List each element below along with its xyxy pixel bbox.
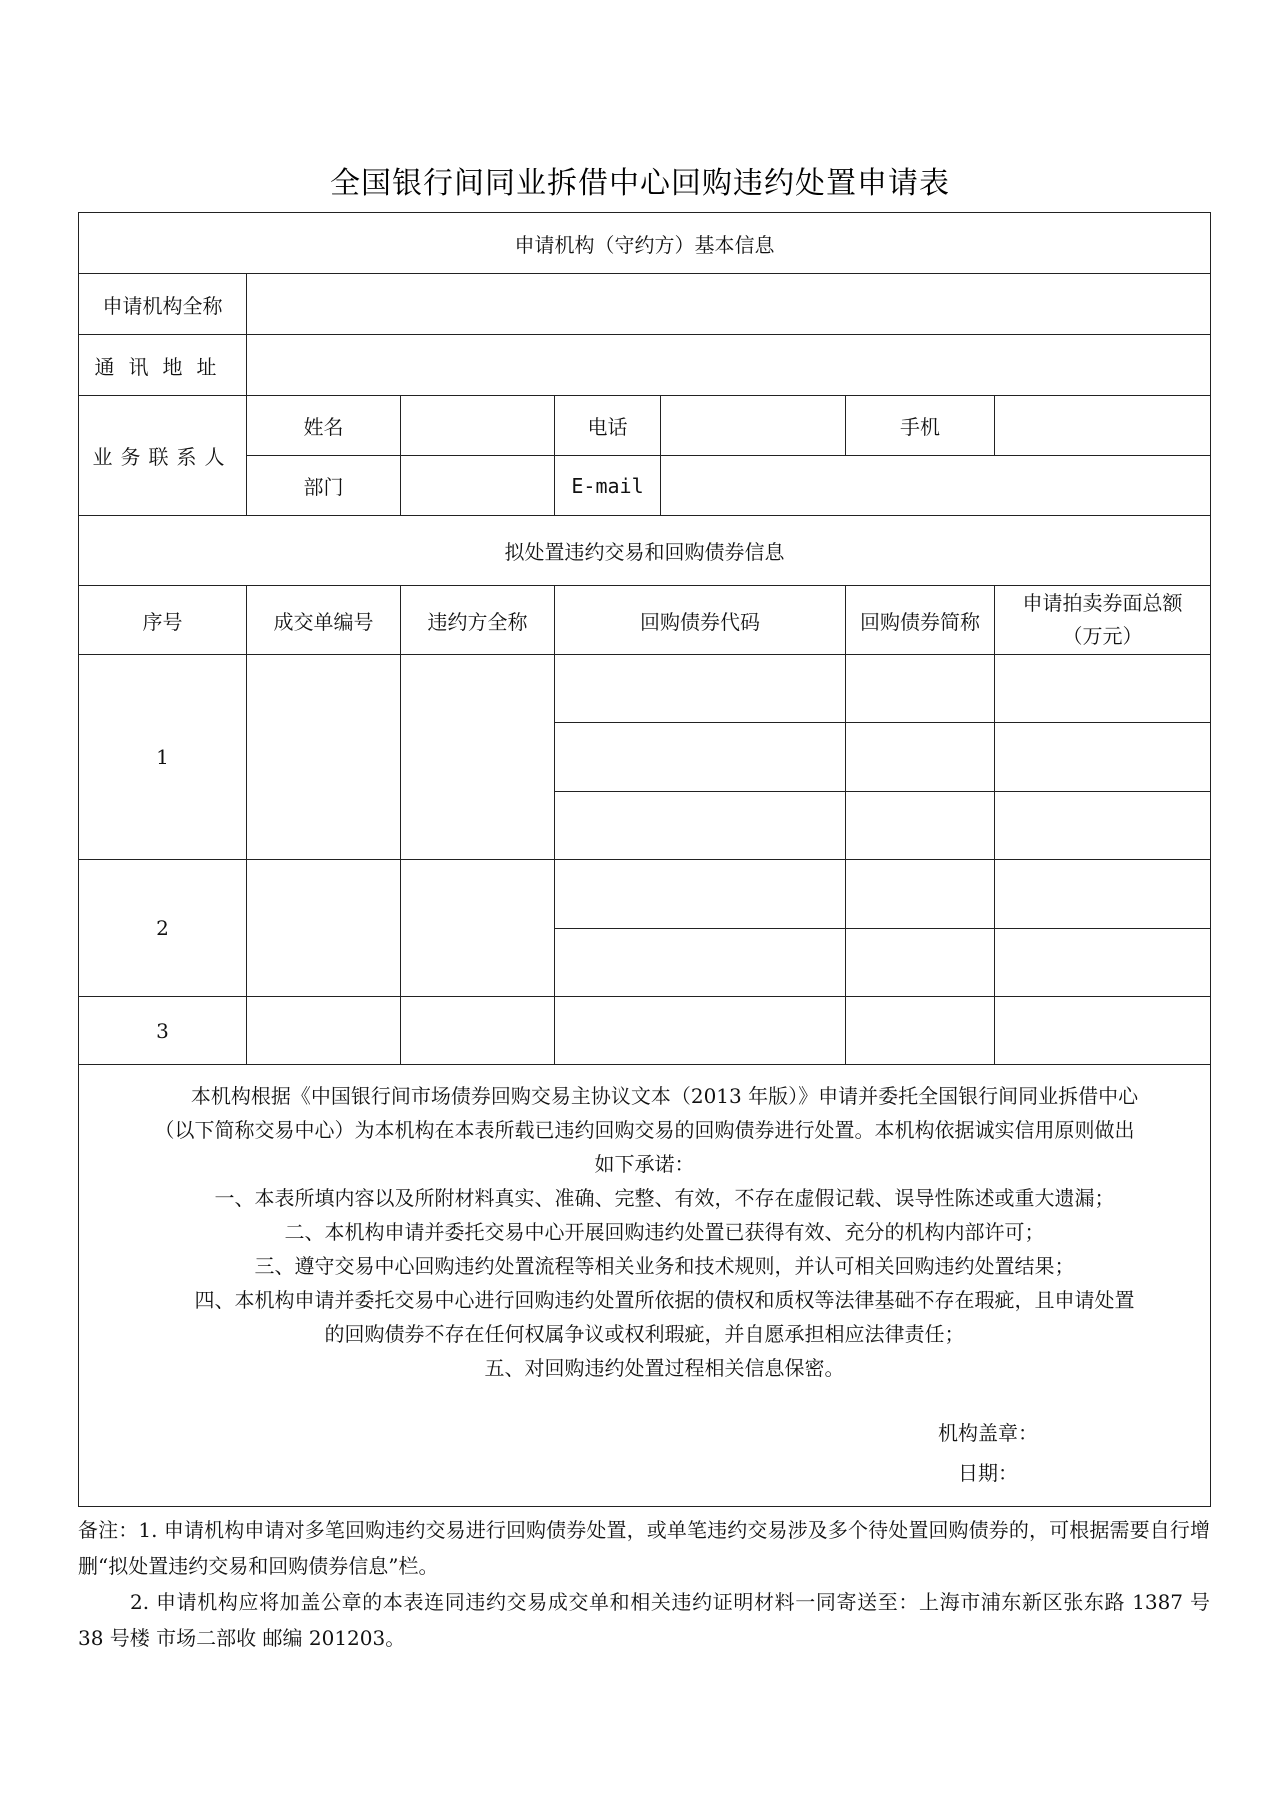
row1-bond-short-name-field[interactable] bbox=[846, 723, 995, 792]
pledge-intro-line-1: 本机构根据《中国银行间市场债券回购交易主协议文本（2013 年版）》申请并委托全国银行间同业拆借中心 bbox=[190, 1083, 1139, 1108]
department-field[interactable] bbox=[401, 456, 555, 516]
notes-section bbox=[78, 1512, 1210, 1656]
pledge-item-4-line-2: 的回购债券不存在任何权属争议或权利瑕疵，并自愿承担相应法律责任； bbox=[324, 1321, 965, 1346]
row1-bond-code-field[interactable] bbox=[555, 655, 846, 723]
row-seq-2: 2 bbox=[79, 860, 247, 997]
col-header-bond-short-name: 回购债券简称 bbox=[846, 586, 995, 655]
pledge-intro-line-2: （以下简称交易中心）为本机构在本表所载已违约回购交易的回购债券进行处置。本机构依据诚实信用原则做出 bbox=[154, 1117, 1135, 1142]
row1-bond-code-field[interactable] bbox=[555, 792, 846, 860]
row2-auction-amount-field[interactable] bbox=[995, 929, 1211, 997]
mobile-label: 手机 bbox=[846, 396, 995, 456]
row-seq-3: 3 bbox=[79, 997, 247, 1065]
section-default-trade-header: 拟处置违约交易和回购债券信息 bbox=[79, 516, 1211, 586]
department-label: 部门 bbox=[247, 456, 401, 516]
address-field[interactable] bbox=[247, 335, 1211, 396]
row1-bond-short-name-field[interactable] bbox=[846, 792, 995, 860]
signature-block bbox=[772, 1413, 1204, 1493]
email-label: E-mail bbox=[555, 456, 661, 516]
col-header-auction-amount bbox=[995, 586, 1211, 655]
row2-defaulter-name-field[interactable] bbox=[401, 860, 555, 997]
phone-field[interactable] bbox=[661, 396, 846, 456]
date-label: 日期： bbox=[958, 1460, 1018, 1485]
note-2: 2. 申请机构应将加盖公章的本表连同违约交易成交单和相关违约证明材料一同寄送至：上海市浦东新区张东路 1387 号 38 号楼 市场二部收 邮编 201203。 bbox=[78, 1590, 1210, 1650]
row3-trade-number-field[interactable] bbox=[247, 997, 401, 1065]
pledge-item-1: 一、本表所填内容以及所附材料真实、准确、完整、有效，不存在虚假记载、误导性陈述或重大遗漏； bbox=[214, 1185, 1115, 1210]
seal-label: 机构盖章： bbox=[938, 1420, 1038, 1445]
col-header-bond-code: 回购债券代码 bbox=[555, 586, 846, 655]
row1-auction-amount-field[interactable] bbox=[995, 723, 1211, 792]
form-title: 全国银行间同业拆借中心回购违约处置申请表 bbox=[330, 166, 950, 201]
row-seq-1: 1 bbox=[79, 655, 247, 860]
col-header-defaulter-name: 违约方全称 bbox=[401, 586, 555, 655]
row1-auction-amount-field[interactable] bbox=[995, 792, 1211, 860]
row1-bond-short-name-field[interactable] bbox=[846, 655, 995, 723]
row1-bond-code-field[interactable] bbox=[555, 723, 846, 792]
col-header-seq: 序号 bbox=[79, 586, 247, 655]
contact-person-label: 业务联系人 bbox=[79, 396, 247, 516]
pledge-item-2: 二、本机构申请并委托交易中心开展回购违约处置已获得有效、充分的机构内部许可； bbox=[284, 1219, 1045, 1244]
row1-trade-number-field[interactable] bbox=[247, 655, 401, 860]
row3-bond-code-field[interactable] bbox=[555, 997, 846, 1065]
row2-trade-number-field[interactable] bbox=[247, 860, 401, 997]
note-1: 备注：1. 申请机构申请对多笔回购违约交易进行回购债券处置，或单笔违约交易涉及多个待处置回购债券的，可根据需要自行增删“拟处置违约交易和回购债券信息”栏。 bbox=[78, 1518, 1210, 1578]
email-field[interactable] bbox=[661, 456, 1211, 516]
name-field[interactable] bbox=[401, 396, 555, 456]
pledge-item-5: 五、对回购违约处置过程相关信息保密。 bbox=[484, 1355, 845, 1380]
row3-defaulter-name-field[interactable] bbox=[401, 997, 555, 1065]
pledge-item-4-line-1: 四、本机构申请并委托交易中心进行回购违约处置所依据的债权和质权等法律基础不存在瑕疵，且申请处置 bbox=[194, 1287, 1135, 1312]
row3-bond-short-name-field[interactable] bbox=[846, 997, 995, 1065]
phone-label: 电话 bbox=[555, 396, 661, 456]
institution-name-field[interactable] bbox=[247, 274, 1211, 335]
row2-bond-code-field[interactable] bbox=[555, 929, 846, 997]
mobile-field[interactable] bbox=[995, 396, 1211, 456]
pledge-item-3: 三、遵守交易中心回购违约处置流程等相关业务和技术规则，并认可相关回购违约处置结果； bbox=[254, 1253, 1075, 1278]
section-basic-info-header: 申请机构（守约方）基本信息 bbox=[79, 213, 1211, 274]
address-label: 通讯地址 bbox=[79, 335, 247, 396]
col-header-auction-amount-unit: （万元） bbox=[1062, 624, 1143, 648]
row1-auction-amount-field[interactable] bbox=[995, 655, 1211, 723]
row1-defaulter-name-field[interactable] bbox=[401, 655, 555, 860]
pledge-intro-line-3: 如下承诺： bbox=[594, 1151, 695, 1176]
row3-auction-amount-field[interactable] bbox=[995, 997, 1211, 1065]
col-header-trade-number: 成交单编号 bbox=[247, 586, 401, 655]
row2-bond-short-name-field[interactable] bbox=[846, 860, 995, 929]
row2-auction-amount-field[interactable] bbox=[995, 860, 1211, 929]
name-label: 姓名 bbox=[247, 396, 401, 456]
row2-bond-short-name-field[interactable] bbox=[846, 929, 995, 997]
row2-bond-code-field[interactable] bbox=[555, 860, 846, 929]
institution-name-label: 申请机构全称 bbox=[79, 274, 247, 335]
application-form-table bbox=[78, 212, 1211, 1507]
col-header-auction-amount-line1: 申请拍卖券面总额 bbox=[1022, 591, 1183, 615]
pledge-section bbox=[79, 1065, 1211, 1507]
